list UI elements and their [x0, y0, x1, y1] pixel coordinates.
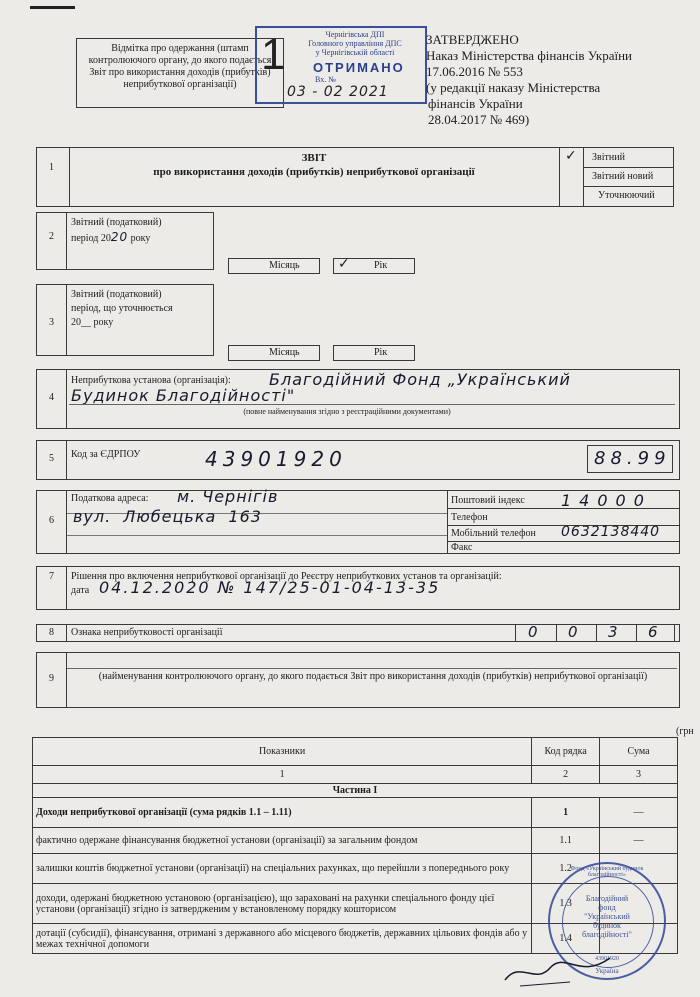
- row4-box: [36, 369, 680, 429]
- row3-box: [36, 284, 214, 356]
- idx-2: 2: [532, 766, 600, 784]
- checkmark-icon: ✓: [565, 148, 577, 164]
- table-header-row: [33, 738, 678, 766]
- stamp-received: ОТРИМАНО: [313, 60, 405, 75]
- row3-month-label: Місяць: [269, 347, 300, 358]
- row3-year-label: Рік: [374, 347, 388, 358]
- postal-label: Поштовий індекс: [451, 495, 525, 506]
- kved-code: 88.99: [594, 448, 671, 469]
- row-label: Доходи неприбуткової організації (сума рядків 1.1 – 1.11): [33, 798, 532, 828]
- edrpou-code: 43901920: [205, 447, 347, 471]
- report-subtitle: про використання доходів (прибутків) неприбуткової організації: [153, 166, 475, 178]
- row5-box: [36, 440, 680, 480]
- table-row: [33, 828, 678, 854]
- row3-year-box[interactable]: [333, 345, 415, 361]
- row4-label: Неприбуткова установа (організація):: [71, 375, 231, 386]
- mobile-label: Мобільний телефон: [451, 528, 536, 539]
- row-code: 1.3: [532, 884, 600, 924]
- approved-line4: фінансів України: [428, 96, 523, 111]
- section-row: [33, 784, 678, 798]
- row3-num: 3: [49, 317, 54, 328]
- approved-line2: 17.06.2016 № 553: [426, 64, 523, 79]
- row2-year-hand: 20: [110, 230, 129, 244]
- received-stamp: [255, 26, 427, 104]
- org-name-hand-line2: Будинок Благодійності": [71, 386, 296, 405]
- sign-digit-4: 6: [648, 623, 659, 641]
- row3-label-line2: період, що уточнюється: [71, 303, 173, 314]
- approved-line1: Наказ Міністерства фінансів України: [426, 48, 632, 63]
- row-code: 1: [532, 798, 600, 828]
- row9-num: 9: [49, 673, 54, 684]
- seal-center-4: будинок: [593, 921, 621, 930]
- row2-month-label: Місяць: [269, 260, 300, 271]
- approved-block: [426, 32, 696, 128]
- stamp-office-line1: Чернігівська ДПІ: [325, 30, 385, 39]
- approved-line5: 28.04.2017 № 469): [428, 112, 530, 127]
- approved-title: ЗАТВЕРДЖЕНО: [426, 32, 519, 47]
- row2-box: [36, 212, 214, 270]
- seal-center-2: фонд: [598, 903, 616, 912]
- idx-3: 3: [600, 766, 678, 784]
- row2-num: 2: [49, 231, 54, 242]
- nonprofit-sign-cells: [515, 624, 675, 642]
- row2-year-box[interactable]: [333, 258, 415, 274]
- org-name-hand-line1: Благодійний Фонд „Український: [269, 370, 571, 389]
- year-checkmark-icon: ✓: [338, 256, 350, 272]
- row2-label-line2: період 20: [71, 233, 111, 244]
- row8-label: Ознака неприбутковості організації: [71, 627, 223, 638]
- row-label: доходи, одержані бюджетною установою (організацією), що зараховані на рахунки спеціального фонду цієї установи (організації) згідно із затвердженим у встановленому порядку кошторисом: [33, 884, 532, 924]
- row9-box: [36, 652, 680, 708]
- row6-label: Податкова адреса:: [71, 493, 149, 504]
- idx-1: 1: [33, 766, 532, 784]
- kved-box: [587, 445, 673, 473]
- sign-digit-1: 0: [528, 623, 539, 641]
- seal-center-3: "Український: [584, 912, 630, 921]
- option-reporting[interactable]: Звітний: [592, 152, 625, 163]
- row6-box: [36, 487, 680, 554]
- scan-mark: [30, 6, 75, 9]
- row-label: залишки коштів бюджетної установи (організації) на спеціальних рахунках, що перейшли з попереднього року: [33, 854, 532, 884]
- report-title: ЗВІТ: [301, 152, 327, 164]
- phone-label: Телефон: [451, 512, 488, 523]
- row5-num: 5: [49, 453, 54, 464]
- row-code: 1.2: [532, 854, 600, 884]
- fax-label: Факс: [451, 542, 473, 553]
- row6-num: 6: [49, 515, 54, 526]
- stamp-in-no: Вх. №: [315, 75, 336, 84]
- receipt-note-box: [76, 38, 284, 108]
- stamp-date: 03 - 02 2021: [287, 84, 389, 100]
- table-index-row: [33, 766, 678, 784]
- row1-num: 1: [49, 162, 54, 173]
- row2-label-suffix: року: [130, 233, 151, 244]
- seal-center-5: благодійності": [582, 930, 632, 939]
- mobile-value: 0632138440: [561, 524, 661, 540]
- receipt-note-text: Відмітка про одержання (штамп контролюючого органу, до якого подається Звіт про використання доходів (прибутків) неприбуткової організації): [88, 43, 272, 90]
- currency-unit: (грн: [676, 726, 694, 737]
- row7-box: [36, 566, 680, 610]
- signature-scribble: [500, 950, 620, 990]
- col-indicators: Показники: [33, 738, 532, 766]
- row3-label-line1: Звітний (податковий): [71, 289, 162, 300]
- section-title: Частина I: [33, 784, 678, 798]
- option-clarifying[interactable]: Уточнюючий: [598, 190, 655, 201]
- seal-bottom: Україна: [595, 967, 619, 975]
- row8-num: 8: [49, 627, 54, 638]
- option-new-reporting[interactable]: Звітний новий: [592, 171, 654, 182]
- row5-label: Код за ЄДРПОУ: [71, 449, 141, 460]
- row8-box: [36, 624, 680, 642]
- row-sum[interactable]: —: [600, 828, 678, 854]
- row-label: дотації (субсидії), фінансування, отримані з державного або місцевого бюджетів, державних цільових фондів або у межах технічної допомоги: [33, 924, 532, 954]
- sign-digit-2: 0: [568, 623, 579, 641]
- row9-caption: (найменування контролюючого органу, до якого подається Звіт про використання доходів (прибутків) неприбуткової організації): [98, 671, 648, 682]
- col-sum: Сума: [600, 738, 678, 766]
- row-sum[interactable]: —: [600, 798, 678, 828]
- stamp-office-line2: Головного управління ДПС: [308, 39, 402, 48]
- row3-month-box[interactable]: [228, 345, 320, 361]
- postal-value: 14000: [561, 491, 652, 510]
- row3-label-line3: 20__ року: [71, 317, 114, 328]
- row7-num: 7: [49, 571, 54, 582]
- seal-code: 43901920: [595, 956, 619, 962]
- registry-decision-hand: 04.12.2020 № 147/25-01-04-13-35: [99, 578, 441, 597]
- row-label: фактично одержане фінансування бюджетної установи (організації) за загальним фондом: [33, 828, 532, 854]
- table-row: [33, 798, 678, 828]
- row2-year-label: Рік: [374, 260, 388, 271]
- address-street-hand: вул. Любецька 163: [73, 507, 262, 526]
- row-code: 1.4: [532, 924, 600, 954]
- sign-digit-3: 3: [608, 623, 619, 641]
- address-city-hand: м. Чернігів: [177, 487, 279, 506]
- approved-line3: (у редакції наказу Міністерства: [426, 80, 601, 95]
- row2-label-line1: Звітний (податковий): [71, 217, 162, 228]
- row4-caption: (повне найменування згідно з реєстраційними документами): [243, 407, 451, 416]
- row2-month-box[interactable]: [228, 258, 320, 274]
- col-code: Код рядка: [532, 738, 600, 766]
- row1-box: [36, 147, 674, 207]
- row4-num: 4: [49, 392, 54, 403]
- row7-label: Рішення про включення неприбуткової організації до Реєстру неприбуткових установ та організацій:: [71, 571, 502, 582]
- stamp-office-line3: у Чернігівській області: [315, 48, 395, 57]
- row-code: 1.1: [532, 828, 600, 854]
- stamp-big-digit: 1: [261, 30, 286, 79]
- seal-text-top: Фонд «Український будинок благодійності»: [570, 866, 644, 878]
- seal-center-1: Благодійний: [585, 894, 629, 903]
- row7-date-label: дата: [71, 585, 90, 596]
